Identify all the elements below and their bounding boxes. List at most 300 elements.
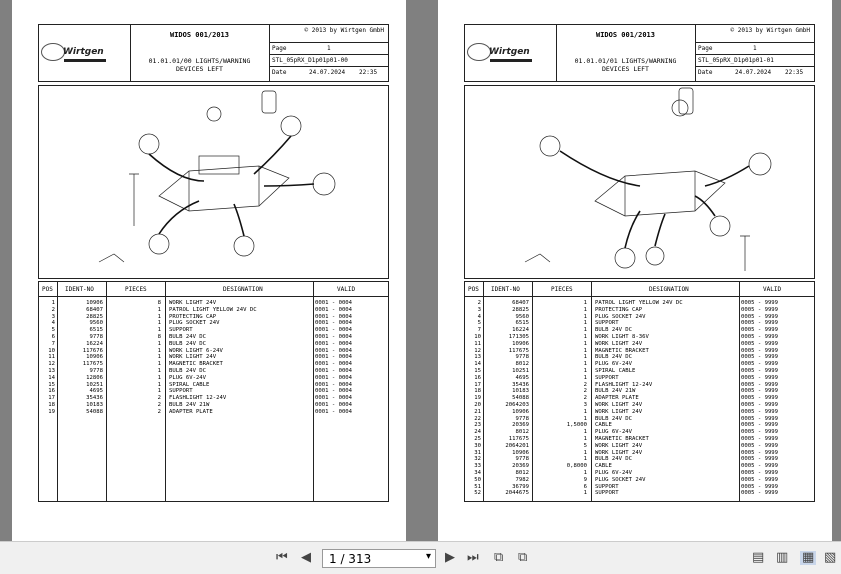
row-pos: 34: [474, 469, 481, 476]
table-row: [465, 422, 814, 429]
table-row: [465, 354, 814, 361]
table-row: [465, 327, 814, 334]
row-pieces: 1: [583, 313, 587, 320]
row-designation: PATROL LIGHT YELLOW 24V DC: [169, 306, 257, 313]
table-row: [465, 402, 814, 409]
row-designation: PLUG SOCKET 24V: [595, 476, 646, 483]
cable-1: [149, 154, 204, 181]
row-designation: ADAPTER PLATE: [169, 408, 213, 415]
row-pos: 3: [51, 313, 55, 320]
row-valid: 0005 - 9999: [741, 306, 779, 313]
work-light-1: [540, 136, 560, 156]
row-pieces: 1: [583, 300, 587, 306]
copyright: © 2013 by Wirtgen GmbH: [304, 27, 384, 34]
row-pieces: 1: [157, 354, 161, 361]
parts-table: [464, 281, 815, 502]
machine-body: [595, 171, 725, 216]
row-valid: 0005 - 9999: [741, 388, 779, 395]
work-light-5: [646, 247, 664, 265]
row-pos: 3: [477, 306, 481, 313]
row-designation: FLASHLIGHT 12-24V: [595, 381, 653, 388]
table-row: [465, 409, 814, 416]
row-valid: 0005 - 9999: [741, 449, 779, 456]
row-designation: SUPPORT: [169, 388, 193, 395]
row-pieces: 9: [583, 476, 587, 483]
row-pieces: 1: [583, 320, 587, 327]
table-row: [465, 416, 814, 423]
page-number: 1: [327, 45, 331, 52]
row-ident: 10251: [512, 367, 529, 374]
row-ident: 9778: [89, 367, 103, 374]
exploded-drawing: [38, 85, 389, 279]
row-designation: SPIRAL CABLE: [595, 367, 636, 374]
two-page-icon[interactable]: ▦: [802, 550, 815, 565]
table-row: [465, 388, 814, 395]
row-ident: 35436: [512, 381, 529, 388]
title-cell: [130, 25, 270, 81]
row-pos: 14: [474, 361, 481, 368]
row-pos: 14: [48, 374, 55, 381]
page-header: [464, 24, 815, 82]
table-header: [465, 282, 814, 297]
row-ident: 16224: [512, 327, 529, 334]
row-designation: WORK LIGHT 24V: [595, 449, 643, 456]
table-row: [39, 382, 388, 389]
two-page-continuous-icon[interactable]: ▧: [824, 550, 837, 565]
row-valid: 0005 - 9999: [741, 429, 779, 436]
parts-drawing: [465, 86, 814, 278]
row-designation: BULB 24V DC: [595, 456, 633, 463]
row-valid: 0001 - 0004: [315, 327, 353, 334]
row-designation: SUPPORT: [595, 320, 619, 327]
row-ident: 9560: [515, 313, 529, 320]
upper-block: [199, 156, 239, 174]
page-right: [438, 0, 832, 541]
drawing-code: STL_05pRX_D1p01p01-00: [272, 57, 348, 64]
row-pieces: 1: [157, 313, 161, 320]
row-designation: WORK LIGHT 24V: [169, 300, 217, 306]
row-pos: 12: [48, 361, 55, 368]
row-valid: 0005 - 9999: [741, 442, 779, 449]
date-value: 24.07.2024: [735, 69, 772, 76]
cable-3: [695, 196, 715, 216]
work-light-1: [139, 134, 159, 154]
row-designation: BULB 24V 21W: [595, 388, 636, 395]
title-cell: [556, 25, 696, 81]
row-pos: 2: [477, 300, 481, 306]
table-row: [465, 368, 814, 375]
row-ident: 9778: [515, 354, 529, 361]
page-header: [38, 24, 389, 82]
support-post: [740, 236, 750, 271]
row-designation: SPIRAL CABLE: [169, 381, 210, 388]
rotate-right-icon[interactable]: ⧉: [518, 550, 528, 565]
row-pos: 25: [474, 435, 481, 442]
row-valid: 0005 - 9999: [741, 490, 779, 497]
table-row: [465, 320, 814, 327]
last-page-icon[interactable]: ⏭: [467, 550, 479, 565]
row-ident: 54088: [86, 408, 103, 415]
cable-3: [264, 184, 314, 186]
row-ident: 68407: [512, 300, 529, 306]
row-pieces: 8: [157, 300, 161, 306]
beacon-light: [679, 88, 693, 114]
row-pieces: 6: [583, 483, 587, 490]
row-designation: BULB 24V DC: [595, 327, 633, 334]
date-label: Date: [272, 69, 287, 76]
row-pos: 30: [474, 442, 481, 449]
copyright: © 2013 by Wirtgen GmbH: [730, 27, 810, 34]
row-designation: MAGNETIC BRACKET: [595, 347, 649, 354]
table-row: [465, 450, 814, 457]
magazine-title: WIDOS 001/2013: [169, 31, 229, 39]
row-pieces: 1: [157, 306, 161, 313]
row-valid: 0001 - 0004: [315, 354, 353, 361]
viewer-toolbar: [0, 541, 841, 574]
table-row: [39, 395, 388, 402]
row-valid: 0005 - 9999: [741, 483, 779, 490]
row-ident: 8012: [515, 361, 529, 368]
row-pos: 10: [48, 347, 55, 354]
group-description: 01.01.01/00 LIGHTS/WARNING: [148, 57, 251, 65]
row-valid: 0005 - 9999: [741, 456, 779, 463]
table-row: [465, 463, 814, 470]
body-edges: [189, 166, 259, 211]
row-ident: 10183: [86, 401, 103, 408]
row-valid: 0001 - 0004: [315, 320, 353, 327]
row-designation: BULB 24V DC: [169, 333, 207, 340]
row-valid: 0001 - 0004: [315, 347, 353, 354]
row-designation: FLASHLIGHT 12-24V: [169, 395, 227, 402]
row-designation: BULB 24V DC: [169, 340, 207, 347]
row-pieces: 1: [583, 367, 587, 374]
row-valid: 0005 - 9999: [741, 300, 779, 306]
row-pieces: 1: [583, 429, 587, 436]
row-pieces: 1: [583, 435, 587, 442]
rotate-left-icon[interactable]: ⧉: [494, 550, 504, 565]
page-label: Page: [272, 45, 287, 52]
machine-body: [159, 166, 289, 211]
row-pieces: 1: [583, 374, 587, 381]
row-designation: MAGNETIC BRACKET: [595, 435, 649, 442]
page-label: Page: [698, 45, 713, 52]
row-designation: CABLE: [595, 463, 612, 470]
col-valid: VALID: [337, 286, 356, 293]
row-pos: 5: [51, 327, 55, 334]
row-pieces: 1: [583, 469, 587, 476]
row-ident: 8012: [515, 429, 529, 436]
col-designation: DESIGNATION: [223, 286, 263, 293]
row-valid: 0001 - 0004: [315, 313, 353, 320]
row-pos: 4: [51, 320, 55, 327]
table-row: [39, 300, 388, 307]
row-ident: 6515: [89, 327, 103, 334]
row-pos: 13: [474, 354, 481, 361]
work-light-2: [281, 116, 301, 136]
row-valid: 0005 - 9999: [741, 374, 779, 381]
row-pos: 18: [474, 388, 481, 395]
row-ident: 2064203: [505, 401, 529, 408]
table-row: [465, 341, 814, 348]
row-ident: 16224: [86, 340, 103, 347]
col-valid: VALID: [763, 286, 782, 293]
row-pos: 16: [48, 388, 55, 395]
row-pieces: 2: [157, 401, 161, 408]
row-ident: 35436: [86, 395, 103, 402]
row-ident: 20369: [512, 422, 529, 429]
cable-4: [625, 211, 640, 248]
row-ident: 10251: [86, 381, 103, 388]
row-pos: 10: [474, 333, 481, 340]
row-valid: 0005 - 9999: [741, 354, 779, 361]
row-ident: 10906: [512, 408, 529, 415]
row-pieces: 1: [583, 361, 587, 368]
row-pos: 50: [474, 476, 481, 483]
row-designation: WORK LIGHT 6-24V: [169, 347, 223, 354]
row-pos: 15: [48, 381, 55, 388]
row-pieces: 2: [583, 395, 587, 402]
row-pos: 11: [474, 340, 481, 347]
work-light-3: [313, 173, 335, 195]
row-pieces: 1: [583, 340, 587, 347]
wirtgen-logo: Wirtgen: [489, 47, 530, 57]
row-pos: 18: [48, 401, 55, 408]
table-row: [39, 388, 388, 395]
row-pieces: 1: [583, 347, 587, 354]
row-pieces: 2: [157, 395, 161, 402]
row-pieces: 1: [157, 320, 161, 327]
row-valid: 0005 - 9999: [741, 347, 779, 354]
col-ident: IDENT-NO: [491, 286, 520, 293]
work-light-2: [749, 153, 771, 175]
row-designation: SUPPORT: [595, 483, 619, 490]
row-valid: 0005 - 9999: [741, 320, 779, 327]
row-ident: 117676: [82, 347, 103, 354]
table-row: [465, 307, 814, 314]
single-page-icon[interactable]: ▤: [752, 550, 765, 565]
row-pieces: 2: [583, 388, 587, 395]
row-ident: 9778: [515, 456, 529, 463]
row-pieces: 1: [583, 408, 587, 415]
row-ident: 2044675: [505, 490, 529, 497]
row-ident: 117675: [82, 361, 103, 368]
table-row: [465, 314, 814, 321]
row-valid: 0001 - 0004: [315, 361, 353, 368]
logo-bar: [490, 59, 532, 62]
date-row: [269, 66, 388, 79]
page-number-value: 1 / 313: [329, 552, 372, 566]
flashlight: [207, 107, 221, 121]
row-pos: 5: [477, 320, 481, 327]
row-pieces: 1: [583, 306, 587, 313]
table-row: [39, 320, 388, 327]
row-pos: 22: [474, 415, 481, 422]
page-number: 1: [753, 45, 757, 52]
row-pieces: 1: [157, 347, 161, 354]
cable-1: [560, 151, 640, 186]
table-row: [39, 334, 388, 341]
continuous-icon[interactable]: ▥: [776, 550, 789, 565]
row-pieces: 1: [583, 354, 587, 361]
row-valid: 0005 - 9999: [741, 367, 779, 374]
row-designation: BULB 24V DC: [595, 354, 633, 361]
parts-table: [38, 281, 389, 502]
row-valid: 0005 - 9999: [741, 333, 779, 340]
row-pos: 12: [474, 347, 481, 354]
table-row: [465, 334, 814, 341]
row-pos: 2: [51, 306, 55, 313]
table-row: [39, 375, 388, 382]
exploded-drawing: [464, 85, 815, 279]
col-pieces: PIECES: [125, 286, 147, 293]
row-pieces: 8: [157, 333, 161, 340]
row-valid: 0001 - 0004: [315, 333, 353, 340]
row-valid: 0005 - 9999: [741, 327, 779, 334]
table-row: [465, 484, 814, 491]
table-row: [39, 341, 388, 348]
wirtgen-logo: Wirtgen: [63, 47, 104, 57]
row-pieces: 1: [583, 415, 587, 422]
row-pieces: 3: [583, 401, 587, 408]
table-row: [465, 382, 814, 389]
arrow-symbol: [99, 254, 124, 262]
row-ident: 20369: [512, 463, 529, 470]
row-pos: 4: [477, 313, 481, 320]
time-value: 22:35: [785, 69, 804, 76]
row-pieces: 2: [157, 408, 161, 415]
row-pieces: 1: [157, 367, 161, 374]
row-pieces: 2: [583, 381, 587, 388]
row-pieces: 0,8000: [566, 463, 587, 470]
row-valid: 0001 - 0004: [315, 401, 353, 408]
row-valid: 0001 - 0004: [315, 408, 353, 415]
group-description-2: DEVICES LEFT: [176, 65, 223, 73]
row-pos: 19: [474, 395, 481, 402]
chevron-down-icon[interactable]: ▾: [425, 551, 431, 562]
row-valid: 0005 - 9999: [741, 313, 779, 320]
row-pieces: 1,5000: [566, 422, 587, 429]
row-designation: BULB 24V DC: [169, 367, 207, 374]
row-ident: 54088: [512, 395, 529, 402]
table-row: [465, 300, 814, 307]
group-description: 01.01.01/01 LIGHTS/WARNING: [574, 57, 677, 65]
meta-cell: [695, 25, 814, 81]
meta-cell: [269, 25, 388, 81]
cable-5: [655, 214, 665, 246]
row-pos: 52: [474, 490, 481, 497]
row-pos: 17: [474, 381, 481, 388]
table-body: [39, 300, 388, 416]
row-ident: 9778: [89, 333, 103, 340]
table-row: [39, 361, 388, 368]
row-ident: 10906: [512, 340, 529, 347]
group-description-2: DEVICES LEFT: [602, 65, 649, 73]
table-row: [465, 490, 814, 497]
row-pos: 32: [474, 456, 481, 463]
table-row: [465, 477, 814, 484]
prev-page-icon[interactable]: ◀: [301, 550, 311, 565]
row-designation: PLUG SOCKET 24V: [169, 320, 220, 327]
page-number-field[interactable]: [322, 549, 436, 568]
beacon-light: [262, 91, 276, 113]
col-designation: DESIGNATION: [649, 286, 689, 293]
row-pieces: 1: [157, 374, 161, 381]
row-pos: 33: [474, 463, 481, 470]
row-pieces: 1: [583, 327, 587, 334]
work-light-5: [234, 236, 254, 256]
next-page-icon[interactable]: ▶: [445, 550, 455, 565]
row-valid: 0001 - 0004: [315, 388, 353, 395]
table-row: [465, 348, 814, 355]
row-pieces: 1: [583, 456, 587, 463]
row-valid: 0001 - 0004: [315, 381, 353, 388]
row-pieces: 1: [583, 333, 587, 340]
row-designation: WORK LIGHT 24V: [169, 354, 217, 361]
row-ident: 117675: [508, 435, 529, 442]
table-row: [39, 307, 388, 314]
row-pos: 16: [474, 374, 481, 381]
row-designation: CABLE: [595, 422, 612, 429]
row-pieces: 1: [583, 449, 587, 456]
row-ident: 68407: [86, 306, 103, 313]
row-designation: BULB 24V DC: [595, 415, 633, 422]
row-valid: 0005 - 9999: [741, 463, 779, 470]
row-ident: 10183: [512, 388, 529, 395]
emblem-icon: [467, 43, 491, 61]
row-designation: SUPPORT: [595, 490, 619, 497]
table-body: [465, 300, 814, 497]
row-ident: 171305: [508, 333, 529, 340]
first-page-icon[interactable]: ⏮: [276, 550, 288, 565]
row-valid: 0005 - 9999: [741, 422, 779, 429]
table-row: [465, 470, 814, 477]
row-designation: PATROL LIGHT YELLOW 24V DC: [595, 300, 683, 306]
table-row: [39, 327, 388, 334]
row-ident: 10906: [512, 449, 529, 456]
row-designation: PLUG 6V-24V: [595, 469, 633, 476]
table-header: [39, 282, 388, 297]
row-pos: 7: [477, 327, 481, 334]
work-light-4: [615, 248, 635, 268]
table-row: [465, 436, 814, 443]
row-designation: BULB 24V 21W: [169, 401, 210, 408]
row-designation: PROTECTING CAP: [595, 306, 643, 313]
row-designation: MAGNETIC BRACKET: [169, 361, 223, 368]
row-ident: 12806: [86, 374, 103, 381]
row-ident: 9778: [515, 415, 529, 422]
row-pos: 19: [48, 408, 55, 415]
row-designation: SUPPORT: [169, 327, 193, 334]
row-valid: 0005 - 9999: [741, 401, 779, 408]
row-ident: 8012: [515, 469, 529, 476]
table-row: [465, 429, 814, 436]
work-light-4: [149, 234, 169, 254]
logo-cell: [465, 25, 557, 81]
parts-drawing: [39, 86, 388, 278]
row-pieces: 1: [583, 490, 587, 497]
row-pieces: 1: [157, 327, 161, 334]
row-valid: 0001 - 0004: [315, 367, 353, 374]
table-row: [39, 314, 388, 321]
row-valid: 0001 - 0004: [315, 395, 353, 402]
table-row: [465, 456, 814, 463]
row-designation: PLUG 6V-24V: [169, 374, 207, 381]
row-ident: 28825: [86, 313, 103, 320]
row-designation: WORK LIGHT 24V: [595, 401, 643, 408]
table-row: [39, 354, 388, 361]
body-edges: [625, 171, 695, 216]
table-row: [39, 368, 388, 375]
